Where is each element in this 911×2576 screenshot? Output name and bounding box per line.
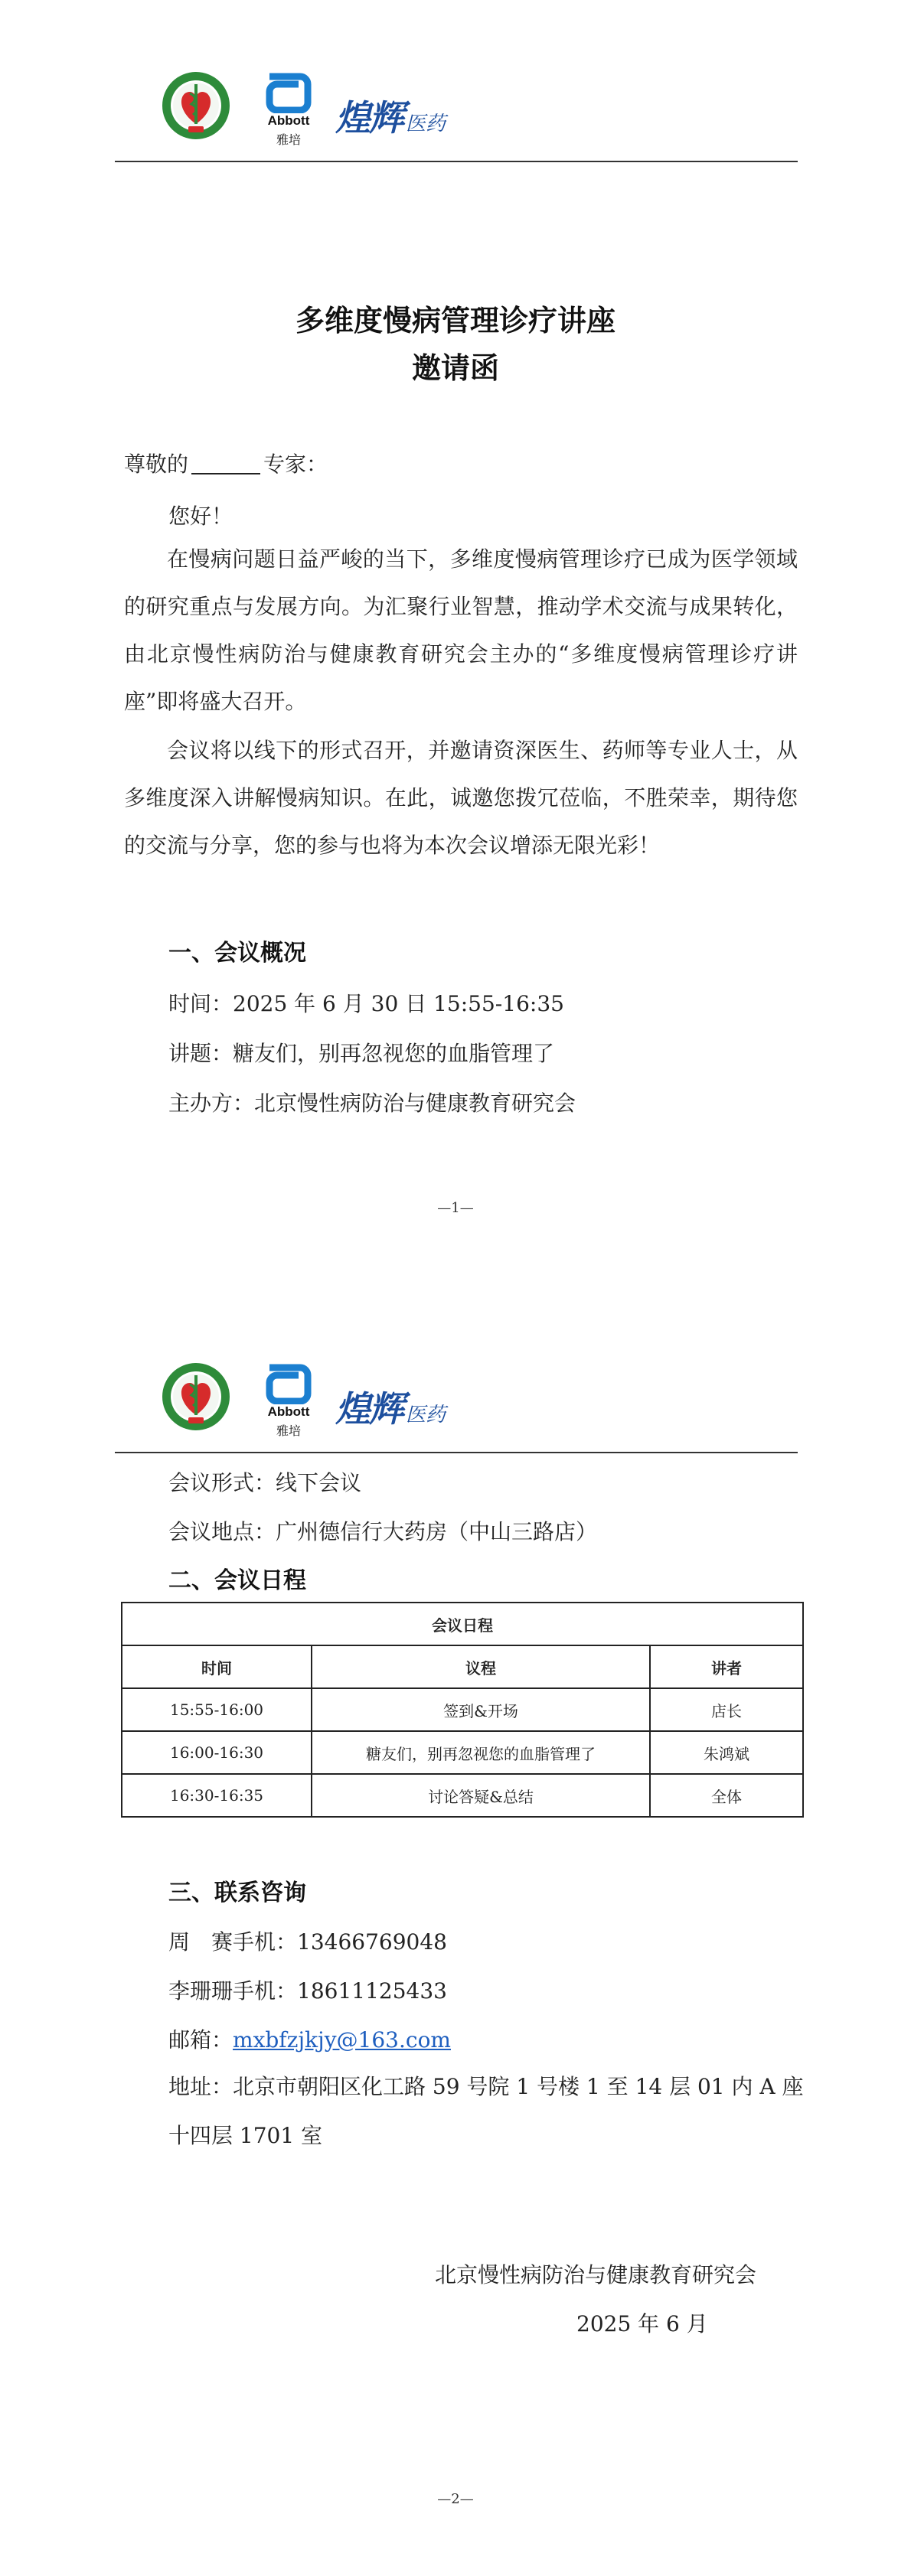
contact-email-line [168,2023,451,2054]
table-row [122,1688,803,1731]
cell-time: 16:30-16:35 [122,1774,312,1817]
document-subtitle: 邀请函 [411,351,499,385]
intro-paragraph-2: 会议将以线下的形式召开，并邀请资深医生、药师等专业人士，从多维度深入讲解慢病知识。在此，诚邀您拨冗莅临，不胜荣幸，期待您的交流与分享，您的参与也将为本次会议增添无限光彩！ [124,738,798,858]
column-header-speaker: 讲者 [650,1645,803,1688]
pharmacy-logo-sub: 医药 [406,1404,446,1427]
abbott-name: Abbott [267,1404,310,1419]
column-header-agenda: 议程 [312,1645,650,1688]
contact-address: 地址：北京市朝阳区化工路 59 号院 1 号楼 1 至 14 层 01 内 A 座十四层 1701 室 [168,2074,804,2148]
abbott-logo [259,1357,318,1441]
association-seal-logo [161,1361,231,1432]
cell-time: 15:55-16:00 [122,1688,312,1731]
email-link[interactable]: mxbfzjkjy@163.com [233,2027,451,2053]
meeting-format: 会议形式：线下会议 [168,1470,362,1495]
table-title-row [122,1603,803,1645]
greeting-hello: 您好！ [168,504,233,529]
signature-date: 2025 年 6 月 [576,2311,708,2336]
page-number: —1— [437,1200,474,1216]
header-divider [115,1452,798,1453]
pharmacy-logo-main: 煌辉 [335,1388,403,1430]
abbott-mark-icon [265,66,312,113]
cell-speaker: 朱鸿斌 [650,1731,803,1774]
letterhead [161,61,804,161]
abbott-logo [259,66,318,150]
schedule-table [121,1602,804,1818]
cell-speaker: 店长 [650,1688,803,1731]
pharmacy-logo [335,90,446,139]
contact-phone-2: 李珊珊手机：18611125433 [168,1978,447,2004]
pharmacy-logo-main: 煌辉 [335,97,403,139]
meeting-topic: 讲题：糖友们，别再忽视您的血脂管理了 [168,1041,555,1066]
association-seal-logo [161,70,231,141]
name-blank [191,453,260,474]
meeting-location: 会议地点：广州德信行大药房（中山三路店） [168,1519,598,1544]
section-heading-schedule: 二、会议日程 [168,1567,306,1594]
abbott-chinese-name: 雅培 [276,1423,301,1438]
meeting-time: 时间：2025 年 6 月 30 日 15:55-16:35 [168,991,564,1016]
abbott-chinese-name: 雅培 [276,132,301,147]
table-row [122,1731,803,1774]
salutation-suffix: 专家： [263,452,328,477]
table-row [122,1774,803,1817]
signature-organization: 北京慢性病防治与健康教育研究会 [435,2262,757,2287]
page-number: —2— [437,2491,474,2507]
meeting-host: 主办方：北京慢性病防治与健康教育研究会 [168,1091,576,1116]
section-heading-contact: 三、联系咨询 [168,1880,306,1906]
intro-paragraph-1: 在慢病问题日益严峻的当下，多维度慢病管理诊疗已成为医学领域的研究重点与发展方向。为汇聚行业智慧，推动学术交流与成果转化，由北京慢性病防治与健康教育研究会主办的“多维度慢病管理诊疗讲座”即将盛大召开。 [124,546,798,714]
email-label: 邮箱： [168,2027,233,2053]
contact-phone-1: 周 赛手机：13466769048 [168,1929,447,1955]
header-divider [115,161,798,162]
pharmacy-logo [335,1381,446,1430]
table-header-row [122,1645,803,1688]
cell-agenda: 糖友们，别再忽视您的血脂管理了 [312,1731,650,1774]
cell-agenda: 签到&开场 [312,1688,650,1731]
salutation-prefix: 尊敬的 [124,452,189,477]
abbott-name: Abbott [267,113,310,128]
salutation [124,448,328,478]
abbott-mark-icon [265,1357,312,1404]
pharmacy-logo-sub: 医药 [406,112,446,135]
letterhead [161,1352,804,1452]
cell-speaker: 全体 [650,1774,803,1817]
cell-agenda: 讨论答疑&总结 [312,1774,650,1817]
column-header-time: 时间 [122,1645,312,1688]
section-heading-overview: 一、会议概况 [168,940,306,967]
page-2 [0,1288,911,2576]
cell-time: 16:00-16:30 [122,1731,312,1774]
document-title: 多维度慢病管理诊疗讲座 [295,304,615,337]
table-title: 会议日程 [122,1603,803,1645]
